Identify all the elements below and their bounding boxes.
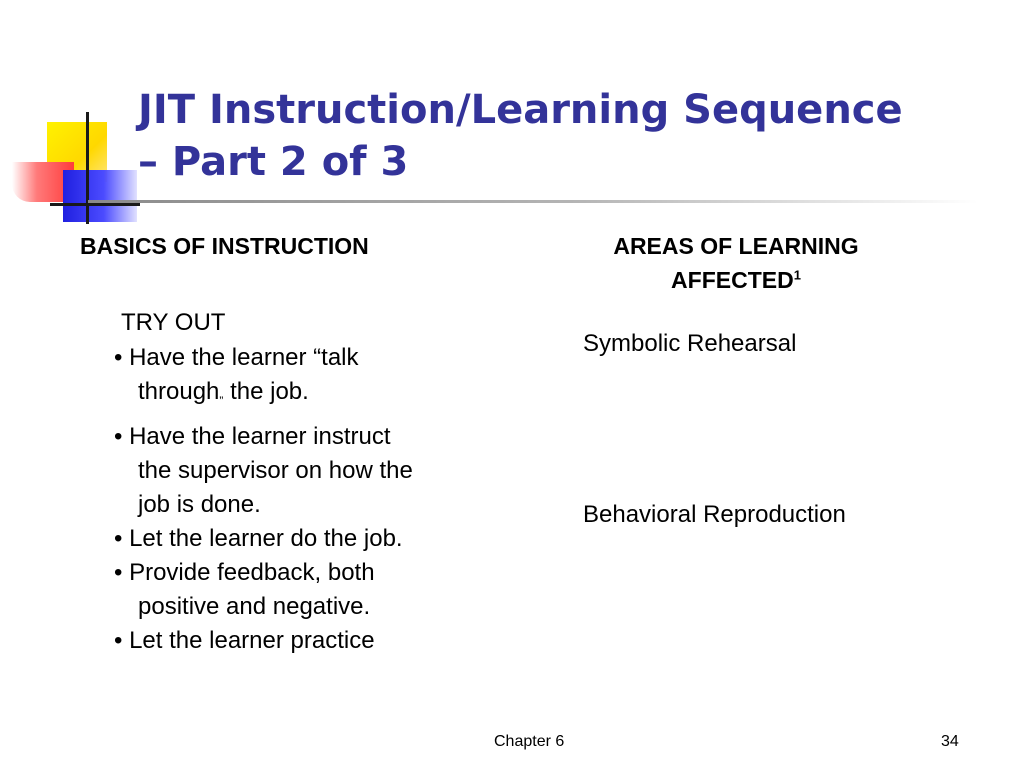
left-column-heading: BASICS OF INSTRUCTION	[80, 233, 369, 259]
bullet-text: positive and negative.	[138, 592, 371, 620]
bullet-item	[114, 341, 514, 418]
footnote-marker: 1	[793, 267, 801, 283]
bullet-text: job is done.	[138, 490, 261, 518]
instruction-bullet-list	[114, 341, 514, 658]
bullet-text: through	[138, 378, 220, 405]
logo-horizontal-line	[50, 203, 140, 206]
logo-vertical-line	[86, 112, 89, 224]
bullet-text: • Have the learner instruct	[114, 422, 391, 450]
bullet-quote-mark: ”	[219, 393, 224, 408]
bullet-item	[114, 420, 514, 522]
bullet-item	[114, 522, 514, 556]
bullet-text: • Have the learner “talk	[114, 344, 359, 371]
title-divider	[88, 200, 978, 203]
slide-title-line-1: JIT Instruction/Learning Sequence	[138, 87, 903, 133]
right-heading-line-1: AREAS OF LEARNING	[613, 233, 859, 259]
footer-page-number: 34	[941, 733, 959, 750]
learning-area-symbolic-rehearsal: Symbolic Rehearsal	[583, 330, 797, 357]
try-out-subheading: TRY OUT	[121, 309, 226, 336]
bullet-text: • Let the learner practice	[114, 626, 375, 654]
bullet-item	[114, 556, 514, 624]
bullet-text: • Provide feedback, both	[114, 558, 375, 586]
logo-blue-square	[63, 170, 137, 222]
right-heading-line-2: AFFECTED	[671, 267, 794, 293]
slide-title	[138, 84, 998, 188]
bullet-item	[114, 624, 514, 658]
bullet-text: the job.	[223, 378, 309, 405]
bullet-text: • Let the learner do the job.	[114, 524, 403, 552]
bullet-text: the supervisor on how the	[138, 456, 413, 484]
slide-logo-decoration	[0, 100, 150, 230]
footer-chapter: Chapter 6	[494, 733, 565, 750]
right-column-heading	[566, 229, 906, 297]
slide-title-line-2: – Part 2 of 3	[138, 139, 409, 185]
learning-area-behavioral-reproduction: Behavioral Reproduction	[583, 501, 846, 528]
